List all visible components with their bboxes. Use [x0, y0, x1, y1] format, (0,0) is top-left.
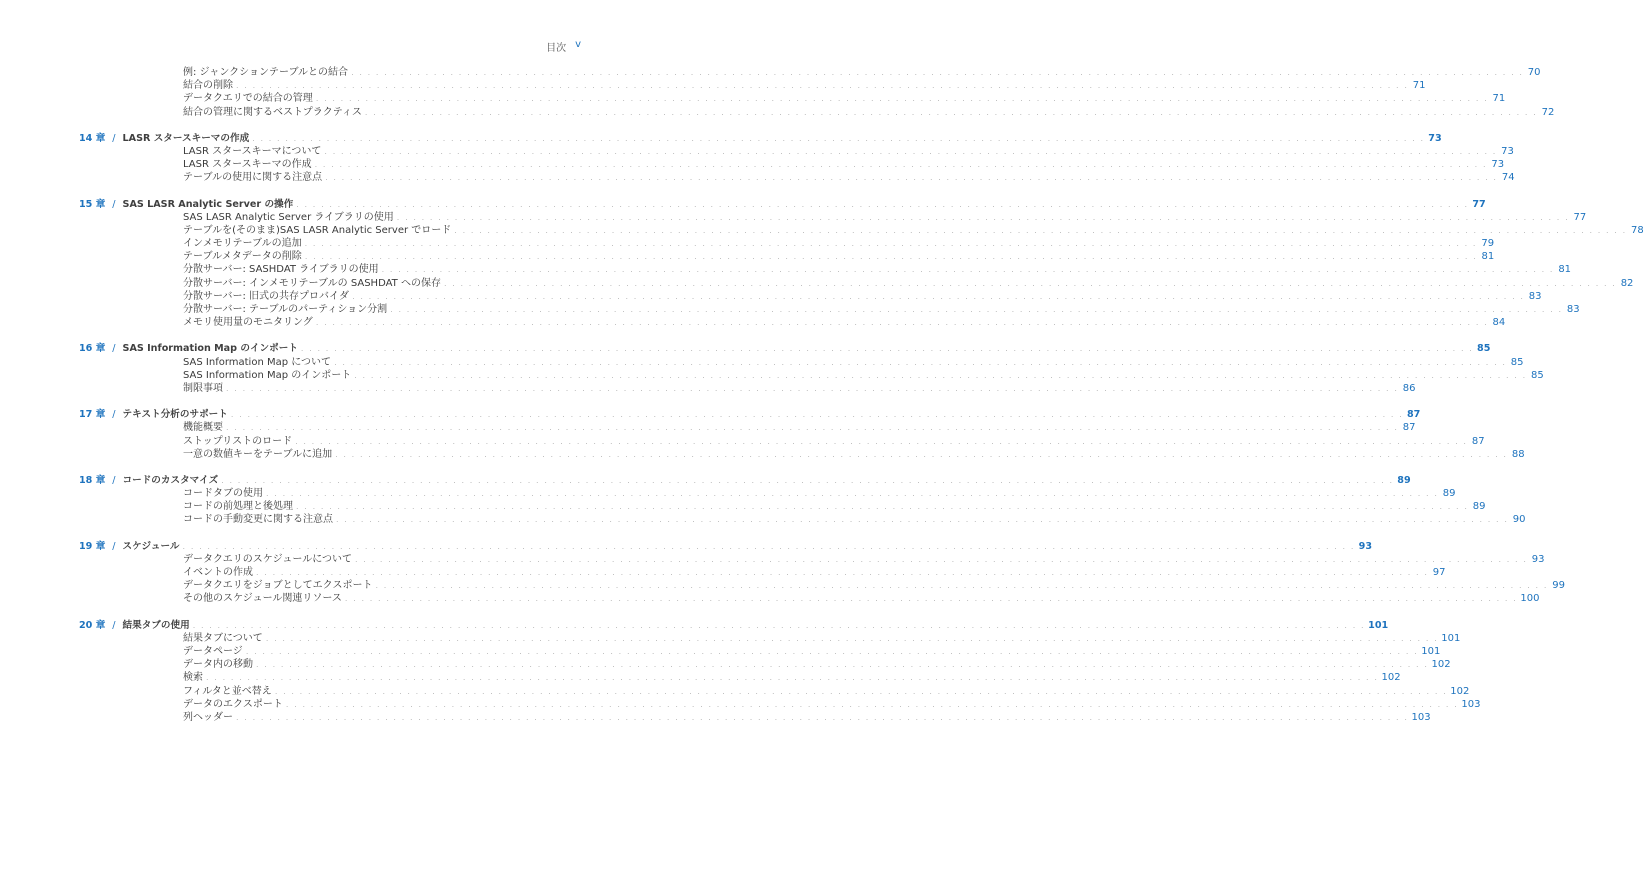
toc-chapter-entries [0, 211, 1644, 330]
toc-entry[interactable] [0, 487, 1456, 500]
toc-entry-page: 103 [1411, 711, 1431, 723]
toc-entry[interactable] [0, 250, 1495, 263]
toc-dot-leader [256, 566, 1428, 579]
toc-dot-leader [221, 474, 1393, 487]
toc-entry[interactable] [0, 92, 1506, 105]
toc-entry-title: 機能概要 [183, 422, 223, 434]
toc-entry-title: 分散サーバー: SASHDAT ライブラリの使用 [183, 264, 379, 276]
toc-entry-page: 100 [1520, 593, 1540, 605]
toc-entry[interactable] [0, 290, 1542, 303]
toc-entry[interactable] [0, 658, 1451, 671]
toc-chapter [0, 198, 1644, 330]
toc-entry-page: 89 [1442, 488, 1456, 500]
toc-entry[interactable] [0, 513, 1526, 526]
toc-dot-leader [390, 303, 1562, 316]
toc-dot-leader [397, 211, 1569, 224]
toc-continued-entries [0, 66, 1555, 119]
toc-dot-leader [305, 250, 1477, 263]
running-header-title: 目次 [546, 43, 567, 54]
toc-entry[interactable] [0, 237, 1495, 250]
toc-dot-leader [236, 711, 1408, 724]
toc-entry-title: 結合の管理に関するベストプラクティス [183, 106, 362, 118]
toc-entry[interactable] [0, 224, 1644, 237]
toc-entry[interactable] [0, 263, 1572, 276]
toc-chapter-entries [0, 487, 1526, 527]
toc-dot-leader [295, 435, 1467, 448]
toc-entry-title: データのエクスポート [183, 698, 283, 710]
toc-entry[interactable] [0, 66, 1541, 79]
toc-entry-title: 分散サーバー: インメモリテーブルの SASHDAT への保存 [183, 277, 441, 289]
toc-entry-title: 分散サーバー: 旧式の共存プロバイダ [183, 290, 350, 302]
toc-entry-title: データクエリのスケジュールについて [183, 553, 352, 565]
toc-dot-leader [275, 685, 1447, 698]
toc-entry-page: 87 [1402, 422, 1416, 434]
toc-chapter-number: 17 章 [79, 409, 106, 421]
toc-chapter-title: 結果タブの使用 [122, 619, 190, 631]
toc-chapter-number: 14 章 [79, 132, 106, 144]
toc-entry-page: 73 [1491, 159, 1505, 171]
toc-entry[interactable] [0, 566, 1446, 579]
toc-entry-title: テーブルメタデータの削除 [183, 251, 302, 263]
toc-entry-page: 85 [1510, 356, 1524, 368]
toc-chapter-separator: / [112, 474, 116, 486]
toc-entry[interactable] [0, 316, 1506, 329]
toc-entry-page: 103 [1461, 698, 1481, 710]
toc-entry-title: LASR スタースキーマの作成 [183, 159, 312, 171]
toc-entry[interactable] [0, 171, 1515, 184]
toc-entry-title: テーブルを(そのまま)SAS LASR Analytic Server でロード [183, 224, 452, 236]
toc-entry-page: 102 [1381, 672, 1401, 684]
toc-entry-title: フィルタと並べ替え [183, 685, 272, 697]
toc-entry[interactable] [0, 632, 1461, 645]
toc-chapter-number: 16 章 [79, 343, 106, 355]
toc-entry-title: 結果タブについて [183, 632, 263, 644]
toc-entry-page: 70 [1527, 67, 1541, 78]
toc-chapter [0, 342, 1544, 395]
toc-chapter-heading[interactable] [0, 198, 1486, 211]
toc-entry[interactable] [0, 553, 1545, 566]
toc-chapter-entries [0, 145, 1515, 185]
toc-chapter-entries [0, 421, 1525, 461]
toc-chapter [0, 408, 1525, 461]
toc-chapter-title: SAS LASR Analytic Server の操作 [122, 198, 294, 210]
toc-entry[interactable] [0, 106, 1555, 119]
toc-dot-leader [352, 290, 1524, 303]
toc-chapter-heading[interactable] [0, 342, 1491, 355]
toc-dot-leader [301, 342, 1473, 355]
toc-dot-leader [226, 421, 1398, 434]
toc-entry[interactable] [0, 435, 1485, 448]
toc-entry-page: 97 [1432, 567, 1446, 578]
toc-entry-page: 90 [1512, 514, 1526, 526]
toc-entry-page: 72 [1541, 106, 1555, 118]
toc-dot-leader [193, 619, 1365, 632]
toc-dot-leader [351, 66, 1523, 79]
toc-entry-title: 分散サーバー: テーブルのパーティション分割 [183, 304, 388, 315]
toc-dot-leader [305, 237, 1477, 250]
toc-dot-leader [355, 553, 1527, 566]
toc-entry-title: その他のスケジュール関連リソース [183, 593, 342, 605]
toc-dot-leader [236, 79, 1408, 92]
toc-chapter-number: 18 章 [79, 474, 106, 486]
toc-chapter [0, 132, 1515, 185]
toc-entry-title: SAS LASR Analytic Server ライブラリの使用 [183, 211, 394, 223]
toc-entry-page: 85 [1530, 369, 1544, 381]
toc-entry-page: 81 [1481, 251, 1495, 263]
toc-entry-page: 84 [1492, 317, 1506, 329]
running-header-page-number: v [575, 39, 581, 50]
toc-entry-title: SAS Information Map について [183, 356, 332, 368]
toc-dot-leader [226, 382, 1398, 395]
toc-entry-title: 制限事項 [183, 382, 223, 394]
toc-entry-title: 一意の数値キーをテーブルに追加 [183, 448, 333, 460]
toc-chapter-separator: / [112, 198, 116, 210]
toc-dot-leader [256, 658, 1428, 671]
toc-chapter-page: 93 [1358, 540, 1372, 552]
toc-dot-leader [382, 263, 1554, 276]
toc-entry-page: 77 [1573, 211, 1587, 223]
toc-entry-title: 列ヘッダー [183, 711, 233, 723]
toc-chapter [0, 619, 1481, 725]
toc-dot-leader [365, 106, 1537, 119]
toc-chapter-page: 77 [1472, 198, 1486, 210]
toc-entry[interactable] [0, 500, 1486, 513]
toc-entry-title: SAS Information Map のインポート [183, 369, 352, 381]
toc-dot-leader [266, 632, 1438, 645]
toc-chapter-heading[interactable] [0, 619, 1389, 632]
toc-chapter-number: 15 章 [79, 198, 106, 210]
table-of-contents [0, 66, 1644, 737]
toc-entry[interactable] [0, 685, 1470, 698]
toc-entry-page: 89 [1472, 501, 1486, 513]
toc-entry-title: データクエリでの結合の管理 [183, 93, 313, 105]
toc-entry-page: 82 [1620, 277, 1634, 289]
toc-dot-leader [345, 592, 1517, 605]
toc-chapter [0, 474, 1526, 527]
toc-chapters [0, 132, 1644, 724]
toc-entry-page: 86 [1402, 382, 1416, 394]
toc-chapter-title: テキスト分析のサポート [122, 409, 228, 421]
toc-entry-title: コードの前処理と後処理 [183, 501, 293, 513]
toc-entry-page: 83 [1566, 304, 1580, 315]
toc-entry-page: 101 [1421, 645, 1441, 657]
toc-chapter-number: 20 章 [79, 619, 106, 631]
toc-entry-page: 73 [1501, 145, 1514, 157]
toc-entry[interactable] [0, 421, 1416, 434]
toc-entry-title: データページ [183, 645, 243, 657]
toc-dot-leader [316, 92, 1488, 105]
toc-chapter-page: 87 [1406, 409, 1421, 421]
toc-chapter-entries [0, 632, 1481, 724]
toc-chapter-entries [0, 356, 1544, 396]
toc-chapter [0, 540, 1565, 606]
toc-entry-page: 102 [1431, 659, 1451, 671]
toc-dot-leader [454, 224, 1626, 237]
toc-entry-title: ストップリストのロード [183, 435, 293, 447]
toc-dot-leader [266, 487, 1438, 500]
toc-entry-title: 結合の削除 [183, 80, 233, 92]
toc-entry-title: 検索 [183, 672, 203, 684]
toc-chapter-separator: / [112, 409, 116, 421]
toc-chapter-heading[interactable] [0, 408, 1421, 421]
toc-chapter-heading[interactable] [0, 132, 1442, 145]
toc-chapter-page: 89 [1397, 474, 1411, 486]
toc-chapter-title: スケジュール [122, 540, 180, 552]
toc-dot-leader [335, 448, 1507, 461]
toc-dot-leader [246, 645, 1418, 658]
toc-chapter-separator: / [112, 132, 116, 144]
toc-entry-title: メモリ使用量のモニタリング [183, 317, 313, 329]
toc-chapter-page: 101 [1368, 619, 1389, 631]
toc-chapter-page: 85 [1477, 343, 1491, 355]
toc-chapter-page: 73 [1428, 132, 1442, 144]
toc-entry[interactable] [0, 145, 1514, 158]
toc-chapter-number: 19 章 [79, 540, 106, 552]
toc-chapter-separator: / [112, 619, 116, 631]
toc-entry-page: 87 [1471, 435, 1485, 447]
toc-entry-title: 例: ジャンクションテーブルとの結合 [183, 67, 349, 78]
toc-entry-title: インメモリテーブルの追加 [183, 238, 302, 250]
toc-dot-leader [444, 277, 1616, 290]
toc-chapter-separator: / [112, 540, 116, 552]
toc-entry[interactable] [0, 382, 1416, 395]
toc-entry-page: 79 [1481, 238, 1495, 250]
toc-entry[interactable] [0, 579, 1565, 592]
toc-dot-leader [296, 198, 1468, 211]
toc-entry[interactable] [0, 211, 1587, 224]
toc-entry[interactable] [0, 369, 1544, 382]
toc-dot-leader [206, 671, 1378, 684]
toc-entry-page: 81 [1558, 264, 1572, 276]
toc-dot-leader [286, 698, 1458, 711]
toc-entry[interactable] [0, 671, 1401, 684]
toc-dot-leader [336, 513, 1508, 526]
toc-entry-title: コードの手動変更に関する注意点 [183, 514, 333, 526]
toc-entry-title: イベントの作成 [183, 567, 253, 578]
toc-entry-page: 88 [1511, 448, 1525, 460]
toc-entry-title: データクエリをジョブとしてエクスポート [183, 580, 373, 592]
toc-chapter-title: コードのカスタマイズ [122, 474, 219, 486]
toc-entry[interactable] [0, 448, 1525, 461]
toc-dot-leader [315, 158, 1487, 171]
toc-dot-leader [325, 171, 1497, 184]
toc-dot-leader [252, 132, 1424, 145]
toc-chapter-separator: / [112, 343, 116, 355]
toc-entry-page: 93 [1531, 553, 1545, 565]
running-header [546, 39, 581, 54]
toc-dot-leader [324, 145, 1496, 158]
toc-entry[interactable] [0, 698, 1481, 711]
toc-entry-title: テーブルの使用に関する注意点 [183, 172, 323, 184]
toc-chapter-heading[interactable] [0, 540, 1372, 553]
toc-entry-page: 102 [1450, 685, 1470, 697]
toc-entry[interactable] [0, 645, 1441, 658]
toc-entry[interactable] [0, 303, 1580, 316]
toc-dot-leader [231, 408, 1403, 421]
toc-entry-page: 83 [1528, 290, 1542, 302]
toc-chapter-entries [0, 553, 1565, 606]
toc-entry-page: 101 [1441, 632, 1461, 644]
toc-entry[interactable] [0, 277, 1634, 290]
toc-entry-title: データ内の移動 [183, 659, 253, 671]
toc-dot-leader [354, 369, 1526, 382]
toc-dot-leader [316, 316, 1488, 329]
toc-entry[interactable] [0, 356, 1524, 369]
toc-entry-page: 71 [1412, 80, 1426, 92]
toc-entry[interactable] [0, 158, 1505, 171]
toc-dot-leader [296, 500, 1468, 513]
toc-dot-leader [334, 356, 1506, 369]
toc-entry[interactable] [0, 711, 1431, 724]
toc-entry-page: 99 [1552, 580, 1565, 592]
toc-entry-title: LASR スタースキーマについて [183, 145, 322, 157]
toc-dot-leader [183, 540, 1355, 553]
toc-chapter-heading[interactable] [0, 474, 1411, 487]
toc-chapter-title: LASR スタースキーマの作成 [122, 132, 250, 144]
toc-entry-title: コードタブの使用 [183, 488, 263, 500]
toc-entry-page: 78 [1631, 224, 1644, 236]
toc-entry[interactable] [0, 79, 1426, 92]
toc-entry-page: 74 [1501, 172, 1515, 184]
toc-chapter-title: SAS Information Map のインポート [122, 343, 298, 355]
toc-dot-leader [376, 579, 1548, 592]
toc-entry[interactable] [0, 592, 1540, 605]
toc-entry-page: 71 [1492, 93, 1506, 105]
